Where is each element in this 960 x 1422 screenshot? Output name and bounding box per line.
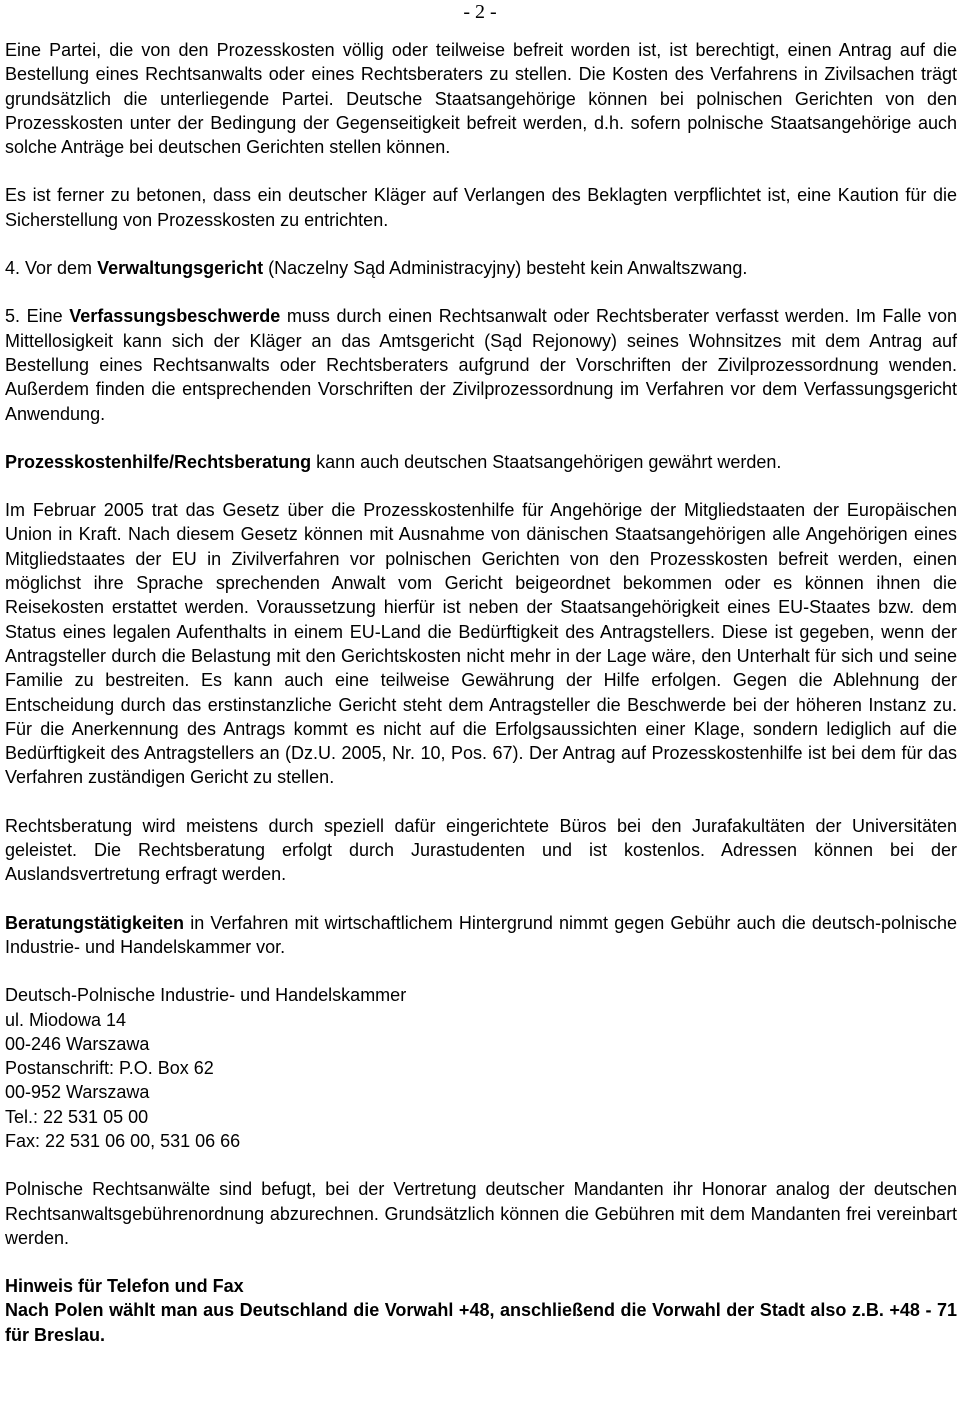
item5-bold: Verfassungsbeschwerde [69,306,281,327]
address-block [5,983,957,1153]
page-number: - 2 - [463,1,497,23]
pkh-bold: Prozesskostenhilfe/Rechtsberatung [5,451,312,472]
pkh-suffix: kann auch deutschen Staatsangehörigen gewährt werden. [311,451,782,472]
address-street: ul. Miodowa 14 [5,1009,127,1030]
address-postal-city: 00-952 Warszawa [5,1082,150,1103]
address-city: 00-246 Warszawa [5,1033,150,1054]
hinweis-text: Nach Polen wählt man aus Deutschland die Vorwahl +48, anschließend die Vorwahl der Stadt also z.B. +48 - 71 für Breslau. [5,1300,957,1345]
address-name: Deutsch-Polnische Industrie- und Handelskammer [5,985,407,1006]
hinweis-title: Hinweis für Telefon und Fax [5,1276,244,1297]
item5-suffix: muss durch einen Rechtsanwalt oder Rechtsberater verfasst werden. Im Falle von Mittellosigkeit kann sich der Kläger an das Amtsgericht (Sąd Rejonowy) seines Wohnsitzes mit dem Antrag auf Bestellung eines Rechtsanwalts oder Rechtsberaters aufgrund der Vorschriften der Zivilprozessordnung wenden. Außerdem finden die entsprechenden Vorschriften der Zivilprozessordnung im Verfahren vor dem Verfassungsgericht Anwendung. [5,306,957,424]
address-tel: Tel.: 22 531 05 00 [5,1106,149,1127]
item-verfassungsbeschwerde [5,304,957,425]
item4-prefix: 4. Vor dem [5,258,98,279]
paragraph-kaution: Es ist ferner zu betonen, dass ein deutscher Kläger auf Verlangen des Beklagten verpflichtet ist, eine Kaution für die Sicherstellung von Prozesskosten zu entrichten. [5,185,957,230]
item5-prefix: 5. Eine [5,306,70,327]
paragraph-pkh [5,450,957,474]
hinweis-block [5,1274,957,1347]
item4-bold: Verwaltungsgericht [97,258,264,279]
item-verwaltungsgericht [5,256,957,280]
paragraph-prozesskosten: Eine Partei, die von den Prozesskosten völlig oder teilweise befreit worden ist, ist berechtigt, einen Antrag auf die Bestellung eines Rechtsanwalts oder eines Rechtsberaters zu stellen. Die Kosten des Verfahrens in Zivilsachen trägt grundsätzlich die unterliegende Partei. Deutsche Staatsangehörige können bei polnischen Gerichten von den Prozesskosten unter der Bedingung der Gegenseitigkeit befreit werden, d.h. sofern polnische Staatsangehörige auch solche Anträge bei deutschen Gerichten stellen können. [5,40,957,158]
item4-suffix: (Naczelny Sąd Administracyjny) besteht kein Anwaltszwang. [263,258,748,279]
document-body [5,38,957,1371]
paragraph-februar-2005: Im Februar 2005 trat das Gesetz über die Prozesskostenhilfe für Angehörige der Mitgliedstaaten der Europäischen Union in Kraft. Nach diesem Gesetz können mit Ausnahme von dänischen Staatsangehörigen alle Angehörigen eines Mitgliedstaates der EU in Zivilverfahren vor polnischen Gerichten von den Prozesskosten befreit werden, einen möglichst ihre Sprache sprechenden Anwalt vom Gericht beigeordnet bekommen oder es können ihnen die Reisekosten erstattet werden. Voraussetzung hierfür ist neben der Staatsangehörigkeit eines EU-Staates bzw. dem Status eines legalen Aufenthalts in einem EU-Land die Bedürftigkeit des Antragstellers. Diese ist gegeben, wenn der Antragsteller durch die Belastung mit den Gerichtskosten nicht mehr in der Lage wäre, den Unterhalt für sich und seine Familie zu bestreiten. Es kann auch eine teilweise Gewährung der Hilfe erfolgen. Gegen die Ablehnung der Entscheidung durch das erstinstanzliche Gericht steht dem Antragsteller die Beschwerde bei der höheren Instanz zu. Für die Anerkennung des Antrags kommt es nicht auf die Erfolgsaussichten einer Klage, sondern lediglich auf die Bedürftigkeit des Antragstellers an (Dz.U. 2005, Nr. 10, Pos. 67). Der Antrag auf Prozesskostenhilfe ist bei dem für das Verfahren zuständigen Gericht zu stellen. [5,500,957,788]
beratung-bold: Beratungstätigkeiten [5,912,185,933]
paragraph-honorar: Polnische Rechtsanwälte sind befugt, bei der Vertretung deutscher Mandanten ihr Honorar analog der deutschen Rechtsanwaltsgebührenordnung abzurechnen. Grundsätzlich können die Gebühren mit dem Mandanten frei vereinbart werden. [5,1179,957,1248]
paragraph-rechtsberatung: Rechtsberatung wird meistens durch speziell dafür eingerichtete Büros bei den Jurafakultäten der Universitäten geleistet. Die Rechtsberatung erfolgt durch Jurastudenten und ist kostenlos. Adressen können bei der Auslandsvertretung erfragt werden. [5,815,957,885]
beratung-suffix: in Verfahren mit wirtschaftlichem Hintergrund nimmt gegen Gebühr auch die deutsch-polnische Industrie- und Handelskammer vor. [5,912,957,957]
address-fax: Fax: 22 531 06 00, 531 06 66 [5,1130,241,1151]
paragraph-beratungstaetigkeiten [5,911,957,960]
address-postal: Postanschrift: P.O. Box 62 [5,1058,214,1079]
